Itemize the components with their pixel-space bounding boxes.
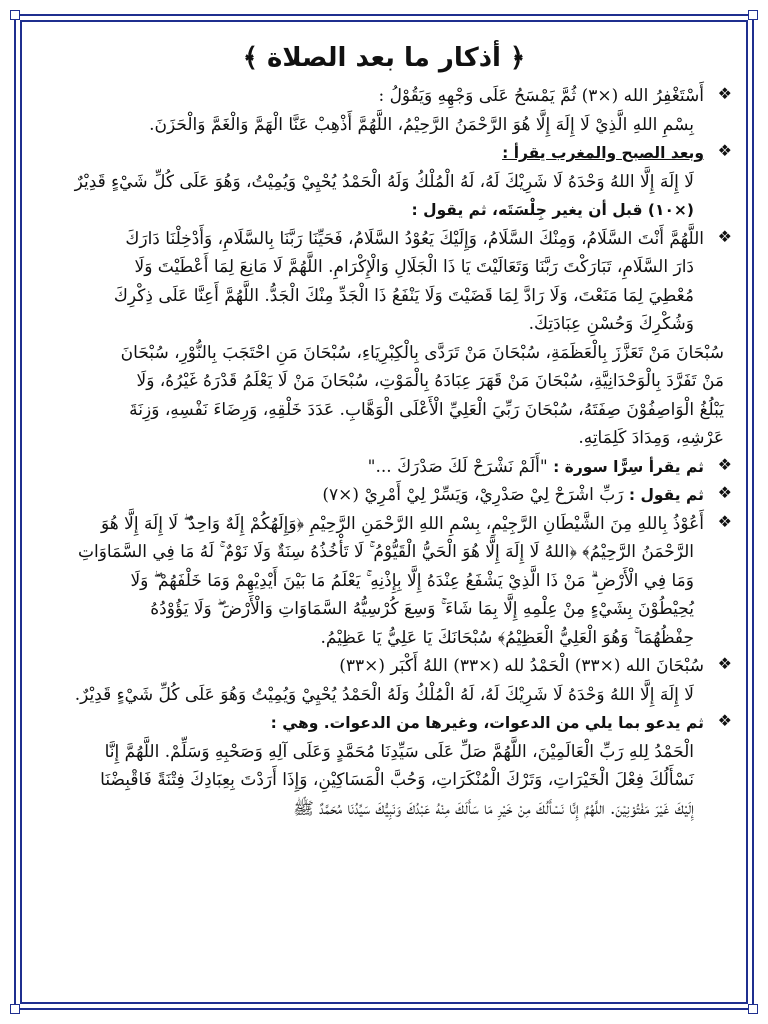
section-closing-dua: [34, 709, 734, 823]
text-line: حِفْظُهُمَا ۚ وَهُوَ الْعَلِيُّ الْعَظِيْمُ﴾ سُبْحَانَكَ يَا عَلِيُّ يَا عَظِيْمُ.: [320, 627, 694, 648]
text-line: سُبْحَانَ مَنْ تَعَزَّزَ بِالْعَظَمَةِ، سُبْحَانَ مَنْ تَرَدَّى بِالْكِبْرِيَاءِ، سُبْحَانَ مَنِ احْتَجَبَ بِالنُّوْرِ، سُبْحَانَ: [120, 342, 724, 363]
corner-ornament: [10, 10, 20, 20]
corner-ornament: [10, 1004, 20, 1014]
section-tasbih-33: [34, 652, 734, 709]
text-line: إِلَيْكَ غَيْرَ مَفْتُوْنِيْنَ. اللَّهُمَّ إِنَّا نَسْأَلُكَ مِنْ خَيْرِ مَا سَأَلَكَ مِنْهُ عَبْدُكَ وَنَبِيُّكَ سَيِّدُنَا مُحَمَّدٌ ﷺ: [293, 798, 694, 819]
diamond-bullet-icon: ❖: [717, 141, 732, 160]
dua-text: رَبِّ اشْرَحْ لِيْ صَدْرِيْ، وَيَسِّرْ لِيْ أَمْرِيْ (×٧): [322, 485, 624, 505]
section-recite-surah: [34, 453, 734, 482]
section-after-fajr-maghrib: [34, 139, 734, 225]
text-line: الرَّحْمَنُ الرَّحِيْمُ﴾ ﴿اللهُ لَا إِلَهَ إِلَّا هُوَ الْحَيُّ الْقَيُّوْمُ ۚ لَا تَأْخُذُهُ سِنَةٌ وَلَا نَوْمٌ ۚ لَهُ مَا فِي السَّمَاوَاتِ: [78, 542, 694, 562]
section-heading: ثم يدعو بما يلي من الدعوات، وغيرها من الدعوات. وهي :: [270, 714, 704, 732]
section-istighfar: [34, 82, 734, 139]
text-line: دَارَ السَّلَامِ، تَبَارَكْتَ رَبَّنَا وَتَعَالَيْتَ يَا ذَا الْجَلَالِ وَالْإِكْرَامِ. اللَّهُمَّ لَا مَانِعَ لِمَا أَعْطَيْتَ وَلَا: [134, 257, 694, 277]
text-line: نَسْأَلُكَ فِعْلَ الْخَيْرَاتِ، وَتَرْكَ الْمُنْكَرَاتِ، وَحُبَّ الْمَسَاكِيْنِ، وَإِذَا أَرَدْتَ بِعِبَادِكَ فِتْنَةً فَاقْبِضْنَا: [100, 770, 694, 790]
diamond-bullet-icon: ❖: [717, 483, 732, 502]
text-line: الْحَمْدُ لِلهِ رَبِّ الْعَالَمِيْنَ، اللَّهُمَّ صَلِّ عَلَى سَيِّدِنَا مُحَمَّدٍ وَعَلَى آلِهِ وَصَحْبِهِ وَسَلِّمْ. اللَّهُمَّ إِنَّا: [104, 741, 694, 762]
instruction-line: (×١٠) قبل أن يغير جِلْسَتَه، ثم يقول :: [411, 201, 694, 219]
diamond-bullet-icon: ❖: [717, 226, 732, 246]
corner-ornament: [748, 10, 758, 20]
text-line: أَسْتَغْفِرُ الله (×٣) ثُمَّ يَمْسَحُ عَلَى وَجْهِهِ وَيَقُوْلُ :: [378, 86, 704, 106]
diamond-bullet-icon: ❖: [717, 454, 732, 474]
text-line: وَمَا فِي الْأَرْضِ ۗ مَنْ ذَا الَّذِيْ يَشْفَعُ عِنْدَهُ إِلَّا بِإِذْنِهِ ۚ يَعْلَمُ مَا بَيْنَ أَيْدِيْهِمْ وَمَا خَلْفَهُمْ ۖ وَلَا: [130, 570, 694, 591]
text-line: لَا إِلَهَ إِلَّا اللهُ وَحْدَهُ لَا شَرِيْكَ لَهُ، لَهُ الْمُلْكُ وَلَهُ الْحَمْدُ يُحْيِيْ وَيُمِيْتُ، وَهُوَ عَلَى كُلِّ شَيْءٍ قَدِيْرٌ: [74, 171, 694, 192]
text-line: وَشُكْرِكَ وَحُسْنِ عِبَادَتِكَ.: [528, 314, 694, 334]
diamond-bullet-icon: ❖: [717, 711, 732, 730]
text-line: سُبْحَانَ الله (×٣٣) الْحَمْدُ لله (×٣٣) اللهُ أَكْبَر (×٣٣): [339, 656, 704, 676]
instruction-label: ثم يقرأ سِرًّا سورة :: [553, 457, 704, 476]
diamond-bullet-icon: ❖: [717, 511, 732, 531]
text-line: يَبْلُغُ الْوَاصِفُوْنَ صِفَتَهُ، سُبْحَانَ رَبِّيَ الْعَلِيِّ الْأَعْلَى الْوَهَّابِ. عَدَدَ خَلْقِهِ، وَرِضَاءَ نَفْسِهِ، وَزِنَةَ: [129, 399, 724, 420]
section-rabbi-ishrah: [34, 481, 734, 510]
instruction-label: ثم يقول :: [628, 486, 704, 504]
text-line: يُحِيْطُوْنَ بِشَيْءٍ مِنْ عِلْمِهِ إِلَّا بِمَا شَاءَ ۚ وَسِعَ كُرْسِيُّهُ السَّمَاوَاتِ وَالْأَرْضَ ۖ وَلَا يَؤُوْدُهُ: [150, 599, 694, 619]
section-ayat-kursi: [34, 510, 734, 653]
text-line: عَرْشِهِ، وَمِدَادَ كَلِمَاتِهِ.: [578, 428, 724, 448]
text-line: مُعْطِيَ لِمَا مَنَعْتَ، وَلَا رَادَّ لِمَا قَضَيْتَ وَلَا يَنْفَعُ ذَا الْجَدِّ مِنْكَ الْجَدُّ. اللَّهُمَّ أَعِنَّا عَلَى ذِكْرِكَ: [113, 285, 694, 306]
section-tasbih-paragraph: [34, 339, 734, 453]
text-line: لَا إِلَهَ إِلَّا اللهُ وَحْدَهُ لَا شَرِيْكَ لَهُ، لَهُ الْمُلْكُ وَلَهُ الْحَمْدُ يُحْيِيْ وَيُمِيْتُ وَهُوَ عَلَى كُلِّ شَيْءٍ قَدِيْرٌ.: [74, 684, 694, 705]
text-line: أَعُوْذُ بِاللهِ مِنَ الشَّيْطَانِ الرَّجِيْمِ، بِسْمِ اللهِ الرَّحْمَنِ الرَّحِيْمِ ﴿وَإِلَهُكُمْ إِلَهٌ وَاحِدٌ ۖ لَا إِلَهَ إِلَّا هُوَ: [100, 513, 704, 534]
text-line: اللَّهُمَّ أَنْتَ السَّلَامُ، وَمِنْكَ السَّلَامُ، وَإِلَيْكَ يَعُوْدُ السَّلَامُ، فَحَيِّنَا رَبَّنَا بِالسَّلَامِ، وَأَدْخِلْنَا دَارَكَ: [125, 228, 704, 249]
text-line: مَنْ تَفَرَّدَ بِالْوَحْدَانِيَّةِ، سُبْحَانَ مَنْ قَهَرَ عِبَادَهُ بِالْمَوْتِ، سُبْحَانَ مَنْ لَا يَعْلَمُ قَدْرَهُ غَيْرُهُ، وَلَا: [136, 371, 724, 391]
diamond-bullet-icon: ❖: [717, 84, 732, 103]
surah-quote: "أَلَمْ نَشْرَحْ لَكَ صَدْرَكَ ...": [367, 456, 548, 477]
document-body: [34, 38, 734, 1008]
page-title: ﴿ أذكار ما بعد الصلاة ﴾: [242, 43, 526, 73]
text-line: بِسْمِ اللهِ الَّذِيْ لَا إِلَهَ إِلَّا هُوَ الرَّحْمَنُ الرَّحِيْمُ، اللَّهُمَّ أَذْهِبْ عَنَّا الْهَمَّ وَالْغَمَّ وَالْحَزَنَ.: [149, 114, 694, 135]
diamond-bullet-icon: ❖: [717, 654, 732, 673]
corner-ornament: [748, 1004, 758, 1014]
section-salam-dua: [34, 225, 734, 339]
section-heading: وبعد الصبح والمغرب يقرأ :: [502, 144, 704, 162]
